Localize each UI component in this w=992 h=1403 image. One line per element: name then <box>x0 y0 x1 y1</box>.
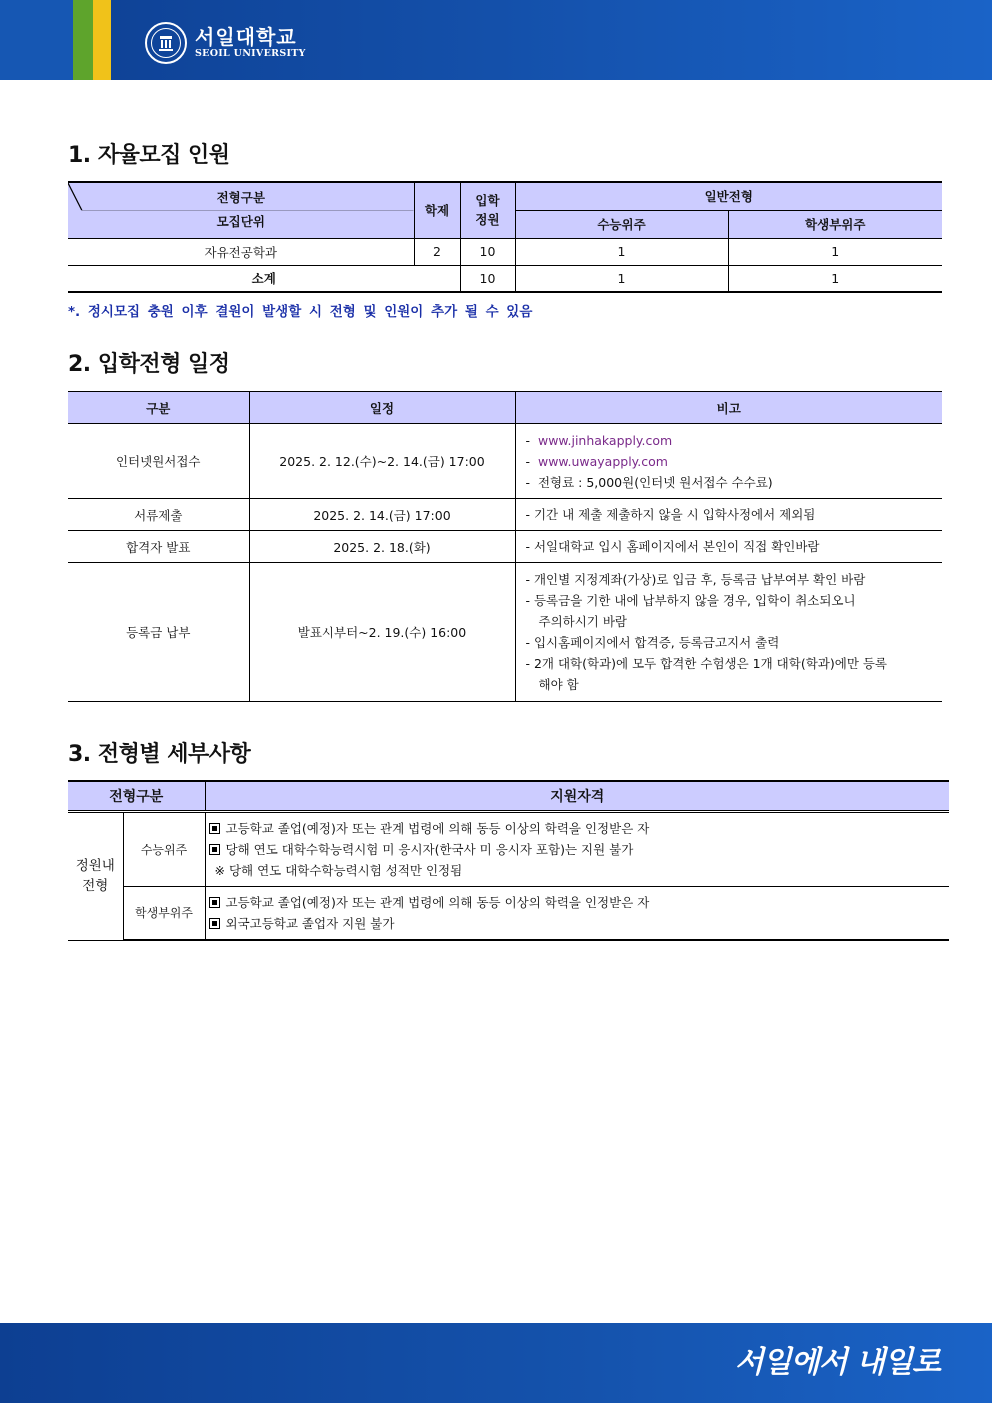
cell-suneung: 1 <box>515 238 728 265</box>
header-general: 일반전형 <box>515 182 942 210</box>
row-name: 등록금 납부 <box>68 563 249 702</box>
row-name: 인터넷원서접수 <box>68 424 249 499</box>
remark-line: 주의하시기 바람 <box>538 614 627 629</box>
row-date: 2025. 2. 12.(수)~2. 14.(금) 17:00 <box>249 424 515 499</box>
header-unit: 모집단위 <box>216 213 265 229</box>
checkbox-icon <box>209 844 220 855</box>
row-date: 발표시부터~2. 19.(수) 16:00 <box>249 563 515 702</box>
checkbox-icon <box>209 823 220 834</box>
table-row <box>68 499 942 531</box>
row-remarks <box>515 563 942 702</box>
logo-korean: 서일대학교 <box>195 25 297 49</box>
section3-title: 3. 전형별 세부사항 <box>68 742 251 767</box>
table-row <box>68 238 942 265</box>
header-remarks: 비고 <box>515 392 942 424</box>
cell-unit: 자유전공학과 <box>68 238 414 265</box>
row-remarks: - 서일대학교 입시 홈페이지에서 본인이 직접 확인바람 <box>515 531 942 563</box>
university-logo[interactable] <box>145 22 306 64</box>
row-eligibility <box>205 886 949 940</box>
subtotal-label: 소계 <box>68 265 460 292</box>
checkbox-icon <box>209 897 220 908</box>
fee-text: 전형료 : 5,000원(인터넷 원서접수 수수료) <box>537 474 773 490</box>
row-date: 2025. 2. 18.(화) <box>249 531 515 563</box>
bottom-banner <box>0 1323 992 1403</box>
table-row <box>68 424 942 499</box>
eligibility-line: 외국고등학교 졸업자 지원 불가 <box>225 915 395 931</box>
eligibility-line: 고등학교 졸업(예정)자 또는 관계 법령에 의해 동등 이상의 학력을 인정받은 자 <box>225 894 650 910</box>
eligibility-line: 당해 연도 대학수학능력시험 미 응시자(한국사 미 응시자 포함)는 지원 불가 <box>225 841 634 857</box>
subtotal-row <box>68 265 942 292</box>
header-category: 구분 <box>68 392 249 424</box>
header-quota: 입학 정원 <box>460 182 515 238</box>
header-type: 전형구분 <box>216 190 265 205</box>
header-type: 전형구분 <box>68 781 205 811</box>
schedule-table <box>68 391 942 702</box>
remark-line: - 입시홈페이지에서 합격증, 등록금고지서 출력 <box>525 635 780 650</box>
row-remarks: - www.jinhakapply.com - www.uwayapply.com - 전형료 : 5,000원(인터넷 원서접수 수수료) <box>515 424 942 499</box>
checkbox-icon <box>209 918 220 929</box>
section1-title: 1. 자율모집 인원 <box>68 143 230 168</box>
remark-line: 해야 함 <box>538 677 579 692</box>
eligibility-line: ※ 당해 연도 대학수학능력시험 성적만 인정됨 <box>214 862 463 878</box>
table-row <box>68 811 949 886</box>
row-name: 서류제출 <box>68 499 249 531</box>
uway-link[interactable]: www.uwayapply.com <box>537 453 668 469</box>
table-row <box>68 531 942 563</box>
green-stripe <box>73 0 93 80</box>
quota-note: *. 정시모집 충원 이후 결원이 발생할 시 전형 및 인원이 추가 될 수 있음 <box>68 304 533 320</box>
table-row <box>68 886 949 940</box>
remark-line: - 등록금을 기한 내에 납부하지 않을 경우, 입학이 취소되오니 <box>525 593 856 608</box>
table-row <box>68 563 942 702</box>
row-name: 합격자 발표 <box>68 531 249 563</box>
cell-year: 2 <box>414 238 460 265</box>
logo-english: SEOIL UNIVERSITY <box>195 48 306 59</box>
eligibility-line: 고등학교 졸업(예정)자 또는 관계 법령에 의해 동등 이상의 학력을 인정받은 자 <box>225 820 650 836</box>
section2-title: 2. 입학전형 일정 <box>68 352 230 377</box>
group-label: 정원내 전형 <box>68 811 123 940</box>
header-eligibility: 지원자격 <box>205 781 949 811</box>
row-name: 수능위주 <box>123 811 205 886</box>
row-remarks: - 기간 내 제출 제출하지 않을 시 입학사정에서 제외됨 <box>515 499 942 531</box>
subtotal-suneung: 1 <box>515 265 728 292</box>
remark-line: - 2개 대학(학과)에 모두 합격한 수험생은 1개 대학(학과)에만 등록 <box>525 656 888 671</box>
quota-table <box>68 181 942 293</box>
header-student: 학생부위주 <box>728 210 942 238</box>
cell-quota: 10 <box>460 238 515 265</box>
subtotal-student: 1 <box>728 265 942 292</box>
footer-slogan: 서일에서 내일로 <box>734 1345 940 1380</box>
remark-line: - 개인별 지정계좌(가상)로 입금 후, 등록금 납부여부 확인 바람 <box>525 572 866 587</box>
subtotal-quota: 10 <box>460 265 515 292</box>
eligibility-table <box>68 780 949 941</box>
emblem-icon <box>145 22 187 64</box>
row-name: 학생부위주 <box>123 886 205 940</box>
yellow-stripe <box>93 0 111 80</box>
row-date: 2025. 2. 14.(금) 17:00 <box>249 499 515 531</box>
blue-stripe <box>0 0 73 80</box>
cell-student: 1 <box>728 238 942 265</box>
header-schedule: 일정 <box>249 392 515 424</box>
row-eligibility <box>205 811 949 886</box>
diagonal-header-cell <box>68 182 414 238</box>
header-suneung: 수능위주 <box>515 210 728 238</box>
header-year: 학제 <box>414 182 460 238</box>
jinhak-link[interactable]: www.jinhakapply.com <box>537 432 673 448</box>
top-banner <box>0 0 992 80</box>
